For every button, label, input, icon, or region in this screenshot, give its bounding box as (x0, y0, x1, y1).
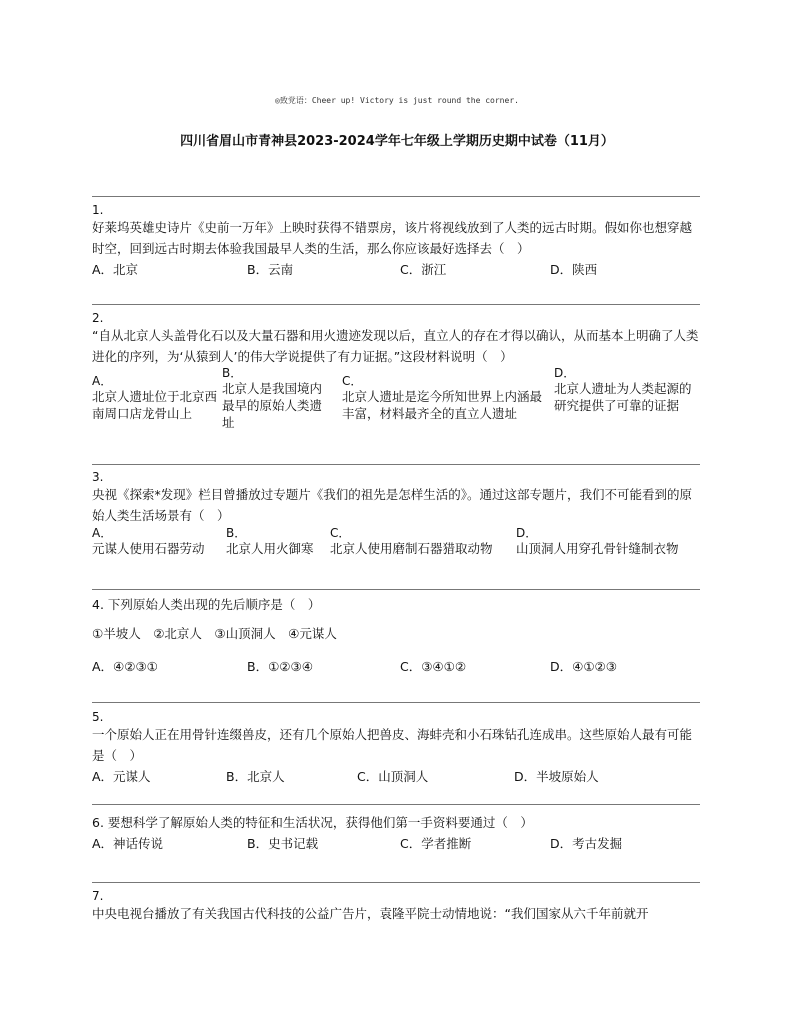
option-c[interactable]: C．浙江 (400, 262, 447, 277)
option-b[interactable]: B．①②③④ (247, 659, 313, 674)
option-letter: D． (516, 526, 538, 540)
divider (92, 702, 700, 703)
question-number: 2. (92, 311, 104, 325)
options-row (92, 833, 704, 854)
question-items: ①半坡人 ②北京人 ③山顶洞人 ④元谋人 (92, 626, 337, 641)
option-b[interactable]: B．史书记载 (247, 836, 319, 851)
motto-line: ◎致党语：Cheer up! Victory is just round the corner. (275, 96, 519, 105)
question-stem (92, 594, 704, 615)
option-letter: C． (342, 374, 363, 388)
option-text: 北京人是我国境内最早的原始人类遗址 (222, 381, 323, 430)
option-b[interactable]: B．云南 (247, 262, 294, 277)
question-stem: 中央电视台播放了有关我国古代科技的公益广告片，袁隆平院士动情地说：“我们国家从六千年前就开 (92, 906, 649, 921)
option-a[interactable]: A．④②③① (92, 659, 158, 674)
option-c[interactable]: C．山顶洞人 (357, 769, 429, 784)
question-number: 7. (92, 889, 104, 903)
question-2 (92, 311, 704, 367)
question-stem: “自从北京人头盖骨化石以及大量石器和用火遗迹发现以后，直立人的存在才得以确认，从而基本上明确了人类进化的序列，为‘从猿到人’的伟大学说提供了有力证据。”这段材料说明（ ） (92, 328, 699, 364)
option-a[interactable]: A．神话传说 (92, 836, 164, 851)
option-c[interactable]: C．学者推断 (400, 836, 472, 851)
question-number: 4. (92, 597, 104, 612)
option-d[interactable]: D．考古发掘 (550, 836, 623, 851)
divider (92, 464, 700, 465)
divider (92, 196, 700, 197)
question-stem: 好莱坞英雄史诗片《史前一万年》上映时获得不错票房，该片将视线放到了人类的远古时期。假如你也想穿越时空，回到远古时期去体验我国最早人类的生活，那么你应该最好选择去（ ） (92, 220, 693, 256)
option-c[interactable] (342, 375, 550, 422)
divider (92, 882, 700, 883)
question-4 (92, 594, 704, 677)
option-a[interactable]: A．北京 (92, 262, 139, 277)
option-letter: B． (222, 366, 243, 380)
option-a[interactable] (92, 527, 205, 557)
option-c[interactable] (330, 527, 493, 557)
option-b[interactable] (226, 527, 314, 557)
question-5 (92, 710, 704, 787)
question-text: 要想科学了解原始人类的特征和生活状况，获得他们第一手资料要通过（ ） (107, 815, 533, 830)
option-text: 元谋人使用石器劳动 (92, 541, 205, 556)
option-letter: D． (554, 366, 576, 380)
option-text: 北京人用火御寒 (226, 541, 314, 556)
question-number: 5. (92, 710, 104, 724)
option-text: 北京人遗址为人类起源的研究提供了可靠的证据 (554, 381, 692, 413)
option-letter: B． (226, 526, 247, 540)
question-stem: 一个原始人正在用骨针连缀兽皮，还有几个原始人把兽皮、海蚌壳和小石珠钻孔连成串。这些原始人最有可能是（ ） (92, 727, 693, 763)
question-1 (92, 203, 704, 280)
option-a[interactable]: A．元谋人 (92, 769, 151, 784)
divider (92, 304, 700, 305)
option-d[interactable]: D．陕西 (550, 262, 598, 277)
option-letter: C． (330, 526, 351, 540)
option-letter: A． (92, 526, 113, 540)
option-text: 北京人使用磨制石器猎取动物 (330, 541, 493, 556)
question-3 (92, 470, 704, 526)
option-b[interactable]: B．北京人 (226, 769, 285, 784)
option-d[interactable]: D．半坡原始人 (514, 769, 599, 784)
question-number: 3. (92, 470, 104, 484)
question-6 (92, 812, 704, 854)
option-letter: A． (92, 374, 113, 388)
options-row (92, 259, 704, 280)
option-text: 山顶洞人用穿孔骨针缝制衣物 (516, 541, 679, 556)
option-d[interactable]: D．④①②③ (550, 659, 617, 674)
divider (92, 589, 700, 590)
option-d[interactable] (516, 527, 679, 557)
question-text: 下列原始人类出现的先后顺序是（ ） (107, 597, 321, 612)
question-number: 1. (92, 203, 104, 217)
option-b[interactable] (222, 367, 334, 431)
options-row (92, 766, 704, 787)
question-stem: 央视《探索*发现》栏目曾播放过专题片《我们的祖先是怎样生活的》。通过这部专题片，我们不可能看到的原始人类生活场景有（ ） (92, 487, 693, 523)
question-number: 6. (92, 815, 104, 830)
question-7 (92, 889, 704, 929)
option-a[interactable] (92, 375, 220, 422)
option-d[interactable] (554, 367, 694, 414)
option-text: 北京人遗址是迄今所知世界上内涵最丰富，材料最齐全的直立人遗址 (342, 389, 543, 421)
paper-title: 四川省眉山市青神县2023-2024学年七年级上学期历史期中试卷（11月） (180, 134, 614, 149)
option-text: 北京人遗址位于北京西南周口店龙骨山上 (92, 389, 218, 421)
options-row (92, 656, 704, 677)
option-c[interactable]: C．③④①② (400, 659, 467, 674)
divider (92, 804, 700, 805)
question-stem (92, 812, 704, 833)
